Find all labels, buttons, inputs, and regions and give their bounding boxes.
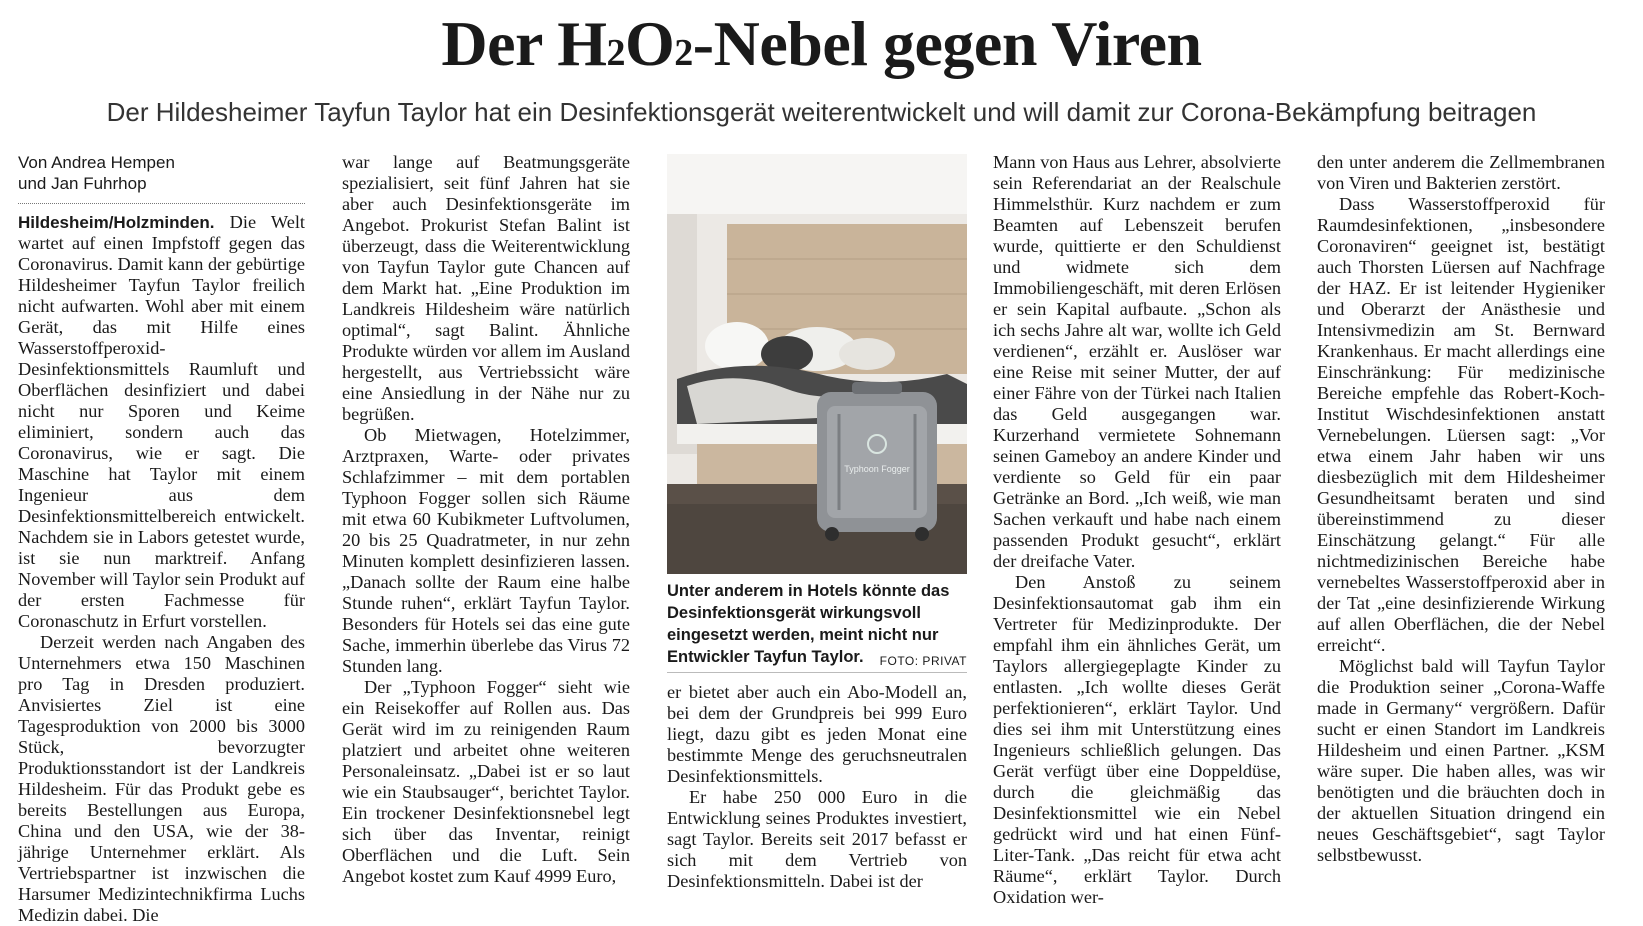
headline-part: O xyxy=(625,8,675,79)
paragraph: Ob Mietwagen, Hotelzimmer, Arztpraxen, Warte- oder privates Schlafzimmer – mit dem portablen Typhoon Fogger sollen sich Räume mit etwa 60 Kubikmeter Luftvolumen, 20 bis 25 Quadratmeter, in nur zehn Minuten komplett desinfizieren lassen. „Danach sollte der Raum eine halbe Stunde ruhen“, erklärt Tayfun Taylor. Besonders für Hotels sei das eine gute Sache, immerhin überlebe das Virus 72 Stunden lang. xyxy=(342,425,630,676)
byline xyxy=(18,152,305,204)
byline-line: und Jan Fuhrhop xyxy=(18,174,147,193)
headline-part: -Nebel gegen Viren xyxy=(692,8,1202,79)
headline-subscript: 2 xyxy=(606,32,626,74)
paragraph: den unter anderem die Zellmembranen von Viren und Bakterien zerstört. xyxy=(1317,152,1605,193)
device-label: Typhoon Fogger xyxy=(844,464,910,474)
text-column-4 xyxy=(993,152,1281,907)
paragraph: Möglichst bald will Tayfun Taylor die Produktion seiner „Corona-Waffe made in Germany“ vergrößern. Dafür sucht er einen Standort im Landkreis Hildesheim und einen Partner. „KSM wäre super. Die haben alles, was wir benötigten und die bräuchten doch in der aktuellen Situation dringend ein neues Geschäftsgebiet“, sagt Taylor selbstbewusst. xyxy=(1317,656,1605,865)
headline xyxy=(0,6,1643,91)
paragraph: war lange auf Beatmungsgeräte spezialisiert, seit fünf Jahren hat sie aber auch Desinfektionsgeräte im Angebot. Prokurist Stefan Balint ist überzeugt, dass die Weiterentwicklung von Tayfun Taylor gute Chancen auf dem Markt hat. „Eine Produktion im Landkreis Hildesheim wäre natürlich optimal“, sagt Balint. Ähnliche Produkte würden vor allem im Ausland hergestellt, aus Vertriebssicht wäre eine Ansiedlung in der Nähe nur zu begrüßen. xyxy=(342,152,630,424)
subheadline: Der Hildesheimer Tayfun Taylor hat ein Desinfektionsgerät weiterentwickelt und will damit zur Corona-Bekämpfung beitragen xyxy=(106,97,1537,127)
paragraph: er bietet aber auch ein Abo-Modell an, bei dem der Grundpreis bei 999 Euro liegt, dazu gibt es jeden Monat eine bestimmte Menge des geruchsneutralen Desinfektionsmittels. xyxy=(667,682,967,786)
paragraph: Den Anstoß zu seinem Desinfektionsautomat gab ihm ein Vertreter für Medizinprodukte. Der empfahl ihm ein ähnliches Gerät, um Taylors allergiegeplagte Kinder zu entlasten. „Ich wollte dieses Gerät perfektionieren“, erklärt Taylor. Und dies sei ihm mit Unterstützung eines Ingenieurs schließlich gelungen. Das Gerät verfügt über eine Doppeldüse, durch die gleichmäßig das Desinfektionsmittel wie ein Nebel gedrückt wird und hat einen Fünf-Liter-Tank. „Das reicht für etwa acht Räume“, erklärt Taylor. Durch Oxidation wer- xyxy=(993,572,1281,907)
text-column-2 xyxy=(342,152,630,897)
headline-part: Der H xyxy=(441,8,607,79)
headline-subscript: 2 xyxy=(674,32,693,74)
paragraph: Mann von Haus aus Lehrer, absolvierte sein Referendariat an der Realschule Himmelsthür. Kurz nachdem er zum Beamten auf Lebenszeit berufen wurde, quittierte er den Schuldienst und widmete sich dem Immobiliengeschäft, mit deren Erlösen er sein Kapital aufbaute. „Schon als ich sechs Jahre alt war, wollte ich Geld verdienen“, erzählt er. Auslöser war eine Reise mit seiner Mutter, der auf einer Fähre von der Türkei nach Italien das Geld ausgegangen war. Kurzerhand vermietete Sohnemann seinen Gameboy an andere Kinder und verdiente so Geld für ein paar Getränke an Bord. „Ich weiß, wie man Sachen verkauft und habe nach einem passenden Produkt gesucht“, erklärt der dreifache Vater. xyxy=(993,152,1281,571)
text-column-1 xyxy=(18,152,305,925)
caption-divider xyxy=(667,672,967,673)
byline-line: Von Andrea Hempen xyxy=(18,153,175,172)
dateline: Hildesheim/Holzminden. xyxy=(18,213,215,232)
fogger-device xyxy=(817,382,937,541)
paragraph xyxy=(18,212,305,632)
paragraph-text: Die Welt wartet auf einen Impfstoff gegen das Coronavirus. Damit kann der gebürtige Hildesheimer Tayfun Taylor freilich nicht aufwarten. Wohl aber mit einem Gerät, das mit Hilfe eines Wasserstoffperoxid-Desinfektionsmittels Raumluft und Oberflächen desinfiziert und dabei nicht nur Sporen und Keime eliminiert, sondern auch das Coronavirus, wie er sagt. Die Maschine hat Taylor mit einem Ingenieur aus dem Desinfektionsmittelbereich entwickelt. Nachdem sie in Labors getestet wurde, ist sie nun marktreif. Anfang November will Taylor sein Produkt auf der ersten Fachmesse für Coronaschutz in Erfurt vorstellen. xyxy=(18,212,305,631)
hotel-room-image xyxy=(667,154,967,574)
text-column-3 xyxy=(667,682,967,897)
photo-caption xyxy=(667,580,967,672)
caption-text: Unter anderem in Hotels könnte das Desinfektionsgerät wirkungsvoll eingesetzt werden, meint nicht nur Entwickler Tayfun Taylor. xyxy=(667,582,950,666)
text-column-5 xyxy=(1317,152,1605,897)
paragraph: Er habe 250 000 Euro in die Entwicklung seines Produktes investiert, sagt Taylor. Bereits seit 2017 befasst er sich mit dem Vertrieb von Desinfektionsmitteln. Dabei ist der xyxy=(667,787,967,891)
article-photo xyxy=(667,154,967,574)
photo-credit: FOTO: PRIVAT xyxy=(879,654,967,668)
paragraph: Der „Typhoon Fogger“ sieht wie ein Reisekoffer auf Rollen aus. Das Gerät wird im zu reinigenden Raum platziert und arbeitet ohne weiteren Personaleinsatz. „Dabei ist er so laut wie ein Staubsauger“, berichtet Taylor. Ein trockener Desinfektionsnebel legt sich über das Inventar, reinigt Oberflächen und die Luft. Sein Angebot kostet zum Kauf 4999 Euro, xyxy=(342,677,630,886)
paragraph: Derzeit werden nach Angaben des Unternehmers etwa 150 Maschinen pro Tag in Dresden produziert. Anvisiertes Ziel ist eine Tagesproduktion von 2000 bis 3000 Stück, bevorzugter Produktionsstandort ist der Landkreis Hildesheim. Für das Produkt gebe es bereits Bestellungen aus Europa, China und den USA, wie der 38-jährige Unternehmer erklärt. Als Vertriebspartner ist inzwischen die Harsumer Medizintechnikfirma Luchs Medizin dabei. Die xyxy=(18,632,305,925)
paragraph: Dass Wasserstoffperoxid für Raumdesinfektionen, „insbesondere Coronaviren“ geeignet ist, bestätigt auch Thorsten Lüersen auf Nachfrage der HAZ. Er ist leitender Hygieniker und Oberarzt der Anästhesie und Intensivmedizin am St. Bernward Krankenhaus. Er macht allerdings eine Einschränkung: Für medizinische Bereiche empfehle das Robert-Koch-Institut Wischdesinfektionen anstatt Vernebelungen. Lüersen sagt: „Vor etwa einem Jahr haben wir uns diesbezüglich mit dem Hildesheimer Gesundheitsamt beraten und sind übereinstimmend zu dieser Einschätzung gelangt.“ Für alle nichtmedizinischen Bereiche habe vernebeltes Wasserstoffperoxid aber in der Tat „eine desinfizierende Wirkung auf allen Oberflächen, die der Nebel erreicht“. xyxy=(1317,194,1605,655)
